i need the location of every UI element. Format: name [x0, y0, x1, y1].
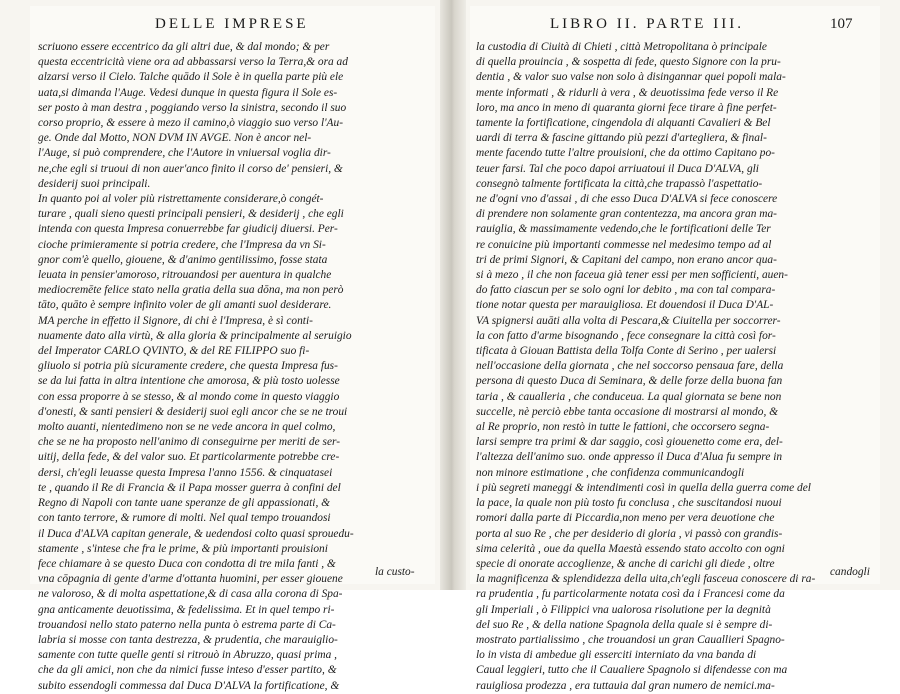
text-line: che da gli amici, non che da nimici fusse inteso d'esser partito, &	[38, 664, 337, 677]
text-line: al Re proprio, non restò in tutte le fattioni, che occorsero segna-	[476, 421, 770, 434]
text-line: rauiglia, & massimamente vedendo,che le fortificationi delle Ter	[476, 223, 771, 236]
text-line: uitij, della fede, & del valor suo. Et particolarmente potrebbe cre-	[38, 451, 340, 464]
left-page	[30, 6, 435, 692]
text-line: vna cōpagnia di gente d'arme d'ottanta huomini, per esser giouene	[38, 573, 343, 586]
text-line: ra prudentia , fu particolarmente notata così da i Francesi come da	[476, 588, 785, 601]
text-line: mostrato partialissimo , che trouandosi un gran Cauallieri Spagno-	[476, 633, 785, 646]
right-page-body	[476, 40, 876, 694]
right-page	[470, 6, 880, 692]
text-line: persona di questo Duca di Seminara, & delle forze della buona fan	[476, 375, 783, 388]
text-line: gnor com'è quello, giouene, & d'animo gentilissimo, fosse stata	[38, 253, 328, 266]
text-line: i più segreti maneggi & intendimenti così in quella della guerra come del	[476, 481, 811, 494]
text-line: scriuono essere eccentrico da gli altri due, & dal mondo; & per	[38, 41, 330, 53]
text-line: molto auanti, nientedimeno non se ne vede ancora in quel colmo,	[38, 421, 336, 434]
text-line: la pace, la quale non più tosto fu conclusa , che suscitandosi nuoui	[476, 497, 782, 510]
text-line: leuata in pensier'amoroso, ritrouandosi per auentura in qualche	[38, 269, 332, 282]
text-line: la magnificenza & splendidezza della uita,ch'egli fasceua conoscere di ra-	[476, 573, 816, 586]
text-line: tione notar questa per marauigliosa. Et douendosi il Duca D'AL-	[476, 299, 774, 312]
text-line: si à mezo , il che non faceua già tener essi per men sofficienti, auen-	[476, 269, 788, 282]
text-line: nell'occasione della giornata , che nel soccorso pensaua fare, della	[476, 360, 784, 373]
text-line: non minore estimatione , che confidenza communicandogli	[476, 466, 745, 479]
running-header-left: DELLE IMPRESE	[155, 16, 309, 32]
text-line: samente con tutte quelle genti si ritrouò in Abruzzo, quasi prima ,	[38, 649, 337, 662]
text-line: turare , quali sieno questi principali pensieri, & desiderij , che egli	[38, 208, 344, 221]
text-line: te , quando il Re di Francia & il Papa mosser guerra à confini del	[38, 481, 341, 494]
text-line: gna anticamente deuotissima, & fedelissima. Et in quel tempo ri-	[38, 603, 335, 616]
text-line: do fatto ciascun per se solo ogni lor debito , ma con tal compara-	[476, 284, 776, 297]
text-line: la custodia di Ciuità di Chieti , città Metropolitana ò principale	[476, 41, 767, 53]
left-page-body	[38, 40, 433, 694]
text-line: cioche primieramente si potria credere, che l'Impresa da vn Si-	[38, 238, 326, 251]
text-line: uardi di terra & fascine gittando più pezzi d'artegliera, & final-	[476, 132, 767, 145]
text-line: nuamente dato alla virtù, & alla gloria & principalmente al seruigio	[38, 329, 352, 342]
text-line: lo in vista di ambedue gli esserciti interniato da vna banda di	[476, 649, 757, 662]
text-line: l'Auge, si può comprendere, che l'Autore in vniuersal voglia dir-	[38, 147, 331, 160]
text-line: rauigliosa prodezza , era tuttauia dal gran numero de nemici.ma-	[476, 679, 775, 692]
page-number: 107	[830, 16, 853, 32]
text-line: con essa proporre à se stesso, & al mondo come in questo viaggio	[38, 390, 340, 403]
text-line: del Imperator CARLO QVINTO, & del RE FILIPPO suo fi-	[38, 345, 310, 358]
text-line: l'altezza dell'animo suo. onde appresso il Duca d'Alua fu sempre in	[476, 451, 783, 464]
text-line: porta al suo Re , che per desiderio di gloria , vi passò con grandis-	[476, 527, 783, 540]
text-line: tāto, quāto è sempre infinito voler de gli amanti suol desiderare.	[38, 299, 332, 312]
text-line: loro, ma anco in meno di quaranta giorni fece tirare à fine perfet-	[476, 101, 777, 114]
text-line: subito essendogli commessa dal Duca D'ALVA la fortificatione, &	[38, 679, 340, 692]
text-line: il Duca d'ALVA capitan generale, & uedendosi colto quasi sprouedu-	[38, 527, 354, 540]
text-line: labria si mosse con tanta destrezza, & prudentia, che marauiglio-	[38, 633, 338, 646]
text-line: mente informati , & ridurli à vera , & deuotissima fede verso il Re	[476, 86, 779, 99]
text-line: dersi, ch'egli leuasse questa Impresa l'anno 1556. & cinquatasei	[38, 466, 333, 479]
text-line: alzarsi verso il Cielo. Talche quādo il Sole è in quella parte più ele	[38, 71, 344, 84]
text-line: di quella prouincia , & sospetta di fede, questo Signore con la pru-	[476, 56, 781, 69]
text-line: stamente , s'intese che fra le prime, & più importanti prouisioni	[38, 542, 328, 555]
text-line: del suo Re , & della natione Spagnola della quale si è sempre di-	[476, 618, 773, 631]
text-line: mente facendo tutte l'altre prouisioni, che da ottimo Capitano po-	[476, 147, 775, 160]
text-line: teuer farsi. Tal che poco dapoi arriuatoui il Duca D'ALVA, gli	[476, 162, 759, 175]
text-line: succelle, nè perciò ebbe tanta occasione di mostrarsi al mondo, &	[476, 405, 779, 418]
catchword-left: la custo-	[375, 566, 415, 578]
text-line: ne valoroso, & di molta aspettatione,& di casa alla corona di Spa-	[38, 588, 343, 601]
catchword-right: candogli	[830, 566, 870, 578]
text-line: romori dalla parte di Piccardia,non meno per vera deuotione che	[476, 512, 775, 525]
text-line: d'onesti, & santi pensieri & desiderij suoi egli ancor che se ne troui	[38, 405, 348, 418]
text-line: Caual leggieri, tutto che il Caualiere Spagnolo si difendesse con ma	[476, 664, 788, 677]
text-line: corso proprio, & essere à mezo il camino,ò viaggio suo verso l'Au-	[38, 117, 343, 130]
running-header-right: LIBRO II. PARTE III.	[550, 16, 744, 32]
text-line: questa eccentricità viene ora ad abbassarsi verso la Terra,& ora ad	[38, 56, 348, 69]
text-line: gli Imperiali , ò Filippici vna ualorosa risolutione per la degnità	[476, 603, 771, 616]
book-gutter	[440, 0, 466, 590]
text-line: tri de primi Signori, & Capitani del campo, non erano ancor qua-	[476, 253, 777, 266]
text-line: se da lui fatta in altra intentione che amorosa, & più tosto uolesse	[38, 375, 340, 388]
text-line: Regno di Napoli con tante uane speranze de gli appassionati, &	[38, 497, 331, 510]
text-line: MA perche in effetto il Signore, di chi è l'Impresa, è sì conti-	[38, 314, 313, 327]
text-line: specie di onorate accoglienze, & anche di carichi gli diede , oltre	[476, 557, 775, 570]
text-line: mediocremēte felice stato nella gratia della sua dōna, ma non però	[38, 284, 344, 297]
text-line: In quanto poi al voler più ristrettamente considerare,ò congét-	[38, 193, 324, 206]
text-line: dentia , & valor suo valse non solo à disingannar quei popoli mala-	[476, 71, 786, 84]
text-line: taria , & caualleria , che conduceua. La qual giornata se bene non	[476, 390, 782, 403]
text-line: uata,si dimanda l'Auge. Vedesi dunque in questa figura il Sole es-	[38, 86, 338, 99]
text-line: trouandosi nello stato paterno nella punta ò estrema parte di Ca-	[38, 618, 336, 631]
text-line: fece chiamare à se questo Duca con condotta di tre mila fanti , &	[38, 557, 336, 570]
text-line: VA spignersi auāti alla volta di Pescara,& Ciuitella per soccorrer-	[476, 314, 781, 327]
text-line: ge. Onde dal Motto, NON DVM IN AVGE. Non è ancor nel-	[38, 132, 312, 145]
text-line: tamente la fortificatione, cingendola di alquanti Cavalieri & Bel	[476, 117, 771, 130]
text-line: intenda con questa Impresa conuerrebbe far giudicij diuersi. Per-	[38, 223, 338, 236]
text-line: la con fatto d'arme bisognando , fece consegnare la città così for-	[476, 329, 776, 342]
text-line: consegnò talmente fortificata la città,che trapassò l'aspettatio-	[476, 177, 763, 190]
text-line: gliuolo si potria più sicuramente credere, che questa Impresa fus-	[38, 360, 338, 373]
text-line: di prendere non solamente gran contentezza, ma ancora gran ma-	[476, 208, 777, 221]
text-line: larsi sempre tra primi & dar saggio, così giouenetto come era, del-	[476, 436, 783, 449]
text-line: tificata à Giouan Battista della Tolfa Conte di Serino , per ualersi	[476, 345, 777, 358]
text-line: desiderij suoi principali.	[38, 177, 151, 190]
text-line: che se ne ha proposto nell'animo di conseguirne per meriti de ser-	[38, 436, 341, 449]
text-line: ne d'ogni vno d'assai , di che esso Duca D'ALVA si fece conoscere	[476, 193, 778, 206]
text-line: sima celerità , oue da quella Maestà essendo stato accolto con ogni	[476, 542, 785, 555]
text-line: con tanto terrore, & rumore di molti. Nel qual tempo trouandosi	[38, 512, 331, 525]
text-line: ser posto à man destra , poggiando verso la sinistra, secondo il suo	[38, 101, 347, 114]
text-line: re conuicine più importanti commesse nel medesimo tempo ad al	[476, 238, 772, 251]
text-line: ne,che egli si truoui di non auer'anco finito il corso de' pensieri, &	[38, 162, 343, 175]
